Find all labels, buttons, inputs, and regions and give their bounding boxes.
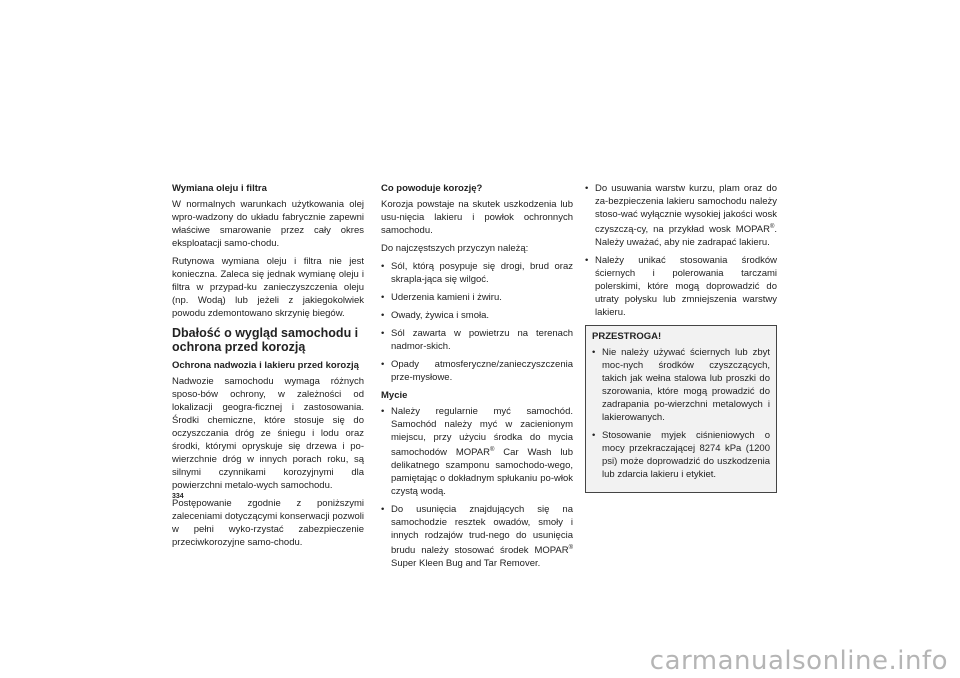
list-item: • Nie należy używać ściernych lub zbyt moc-nych środków czyszczących, takich jak wełna stalowa lub proszki do szorowania, które mogą prowadzić do zadrapania po-wierzchni metalowych i lakierowanych. xyxy=(592,347,770,424)
list-item: • Do usuwania warstw kurzu, plam oraz do za-bezpieczenia lakieru samochodu należy stoso-wać wyłącznie wysokiej jakości wosk czyszczą-cy, na przykład wosk MOPAR®. Należy uważać, aby nie zadrapać lakieru. xyxy=(585,183,777,249)
oil-paragraph-2: Rutynowa wymiana oleju i filtra nie jest konieczna. Zaleca się jednak wymianę oleju i filtra w przypad-ku zanieczyszczenia oleju (np. Wodą) lub jeżeli z jakiegokolwiek powodu zdemontowano skrzynię biegów. xyxy=(172,256,364,319)
wash-heading: Mycie xyxy=(381,390,408,401)
causes-list xyxy=(381,260,573,384)
cause-paragraph-1: Korozja powstaje na skutek uszkodzenia lub usu-nięcia lakieru i powłok ochronnych samochodu. xyxy=(381,199,573,236)
protect-paragraph-1: Nadwozie samochodu wymaga różnych sposo-bów ochrony, w zależności od lokalizacji geogra-ficznej i zastosowania. Środki chemiczne, które stosuje się do oczyszczania dróg ze śniegu i lodu oraz środki, którymi opryskuje się drzewa i po-wierzchnie dróg w innych porach roku, są silnymi czynnikami korozyjnymi dla powierzchni metalo-wych samochodu. xyxy=(172,376,364,491)
column-1 xyxy=(172,182,364,554)
list-item: • Sól zawarta w powietrzu na terenach nadmor-skich. xyxy=(381,328,573,352)
warning-title: PRZESTROGA! xyxy=(592,331,662,343)
watermark: carmanualsonline.info xyxy=(649,646,948,676)
oil-paragraph-1: W normalnych warunkach użytkowania olej wpro-wadzony do układu fabrycznie zapewni właściwe smarowanie przez cały okres eksploatacji samo-chodu. xyxy=(172,199,364,249)
protect-paragraph-2: Postępowanie zgodnie z poniższymi zaleceniami dotyczącymi konserwacji pozwoli w pełni wyko-rzystać zabezpieczenie przeciwkorozyjne samo-chodu. xyxy=(172,498,364,548)
warning-box xyxy=(585,325,777,493)
oil-heading: Wymiana oleju i filtra xyxy=(172,183,267,194)
column-3 xyxy=(585,182,777,493)
warning-list xyxy=(592,346,770,481)
column-2 xyxy=(381,182,573,575)
cause-paragraph-2: Do najczęstszych przyczyn należą: xyxy=(381,243,529,254)
appearance-heading: Dbałość o wygląd samochodu i ochrona przed korozją xyxy=(172,326,359,354)
cause-heading: Co powoduje korozję? xyxy=(381,183,483,194)
protect-heading: Ochrona nadwozia i lakieru przed korozją xyxy=(172,360,359,371)
list-item: • Należy regularnie myć samochód. Samochód należy myć w zacienionym miejscu, przy użyciu środka do mycia samochodów MOPAR® Car Wash lub delikatnego szamponu samochodo-wego, pamiętając o dokładnym spłukaniu po-włok czystą wodą. xyxy=(381,406,573,498)
care-list xyxy=(585,182,777,319)
list-item: • Sól, którą posypuje się drogi, brud oraz skrapla-jąca się wilgoć. xyxy=(381,261,573,285)
list-item: • Uderzenia kamieni i żwiru. xyxy=(381,292,502,303)
list-item: • Należy unikać stosowania środków ściernych i polerowania tarczami polerskimi, które mogą doprowadzić do utraty połysku lub zmniejszenia warstwy lakieru. xyxy=(585,255,777,319)
list-item: • Opady atmosferyczne/zanieczyszczenia prze-mysłowe. xyxy=(381,359,573,383)
wash-list xyxy=(381,405,573,570)
list-item: • Owady, żywica i smoła. xyxy=(381,310,490,321)
list-item: • Do usunięcia znajdujących się na samochodzie resztek owadów, smoły i innych rodzajów trud-nego do usunięcia brudu należy stosować środek MOPAR® Super Kleen Bug and Tar Remover. xyxy=(381,504,573,570)
list-item: • Stosowanie myjek ciśnieniowych o mocy przekraczającej 8274 kPa (1200 psi) może doprowadzić do uszkodzenia lub zdarcia lakieru i etykiet. xyxy=(592,430,770,481)
page-number: 334 xyxy=(172,493,184,500)
